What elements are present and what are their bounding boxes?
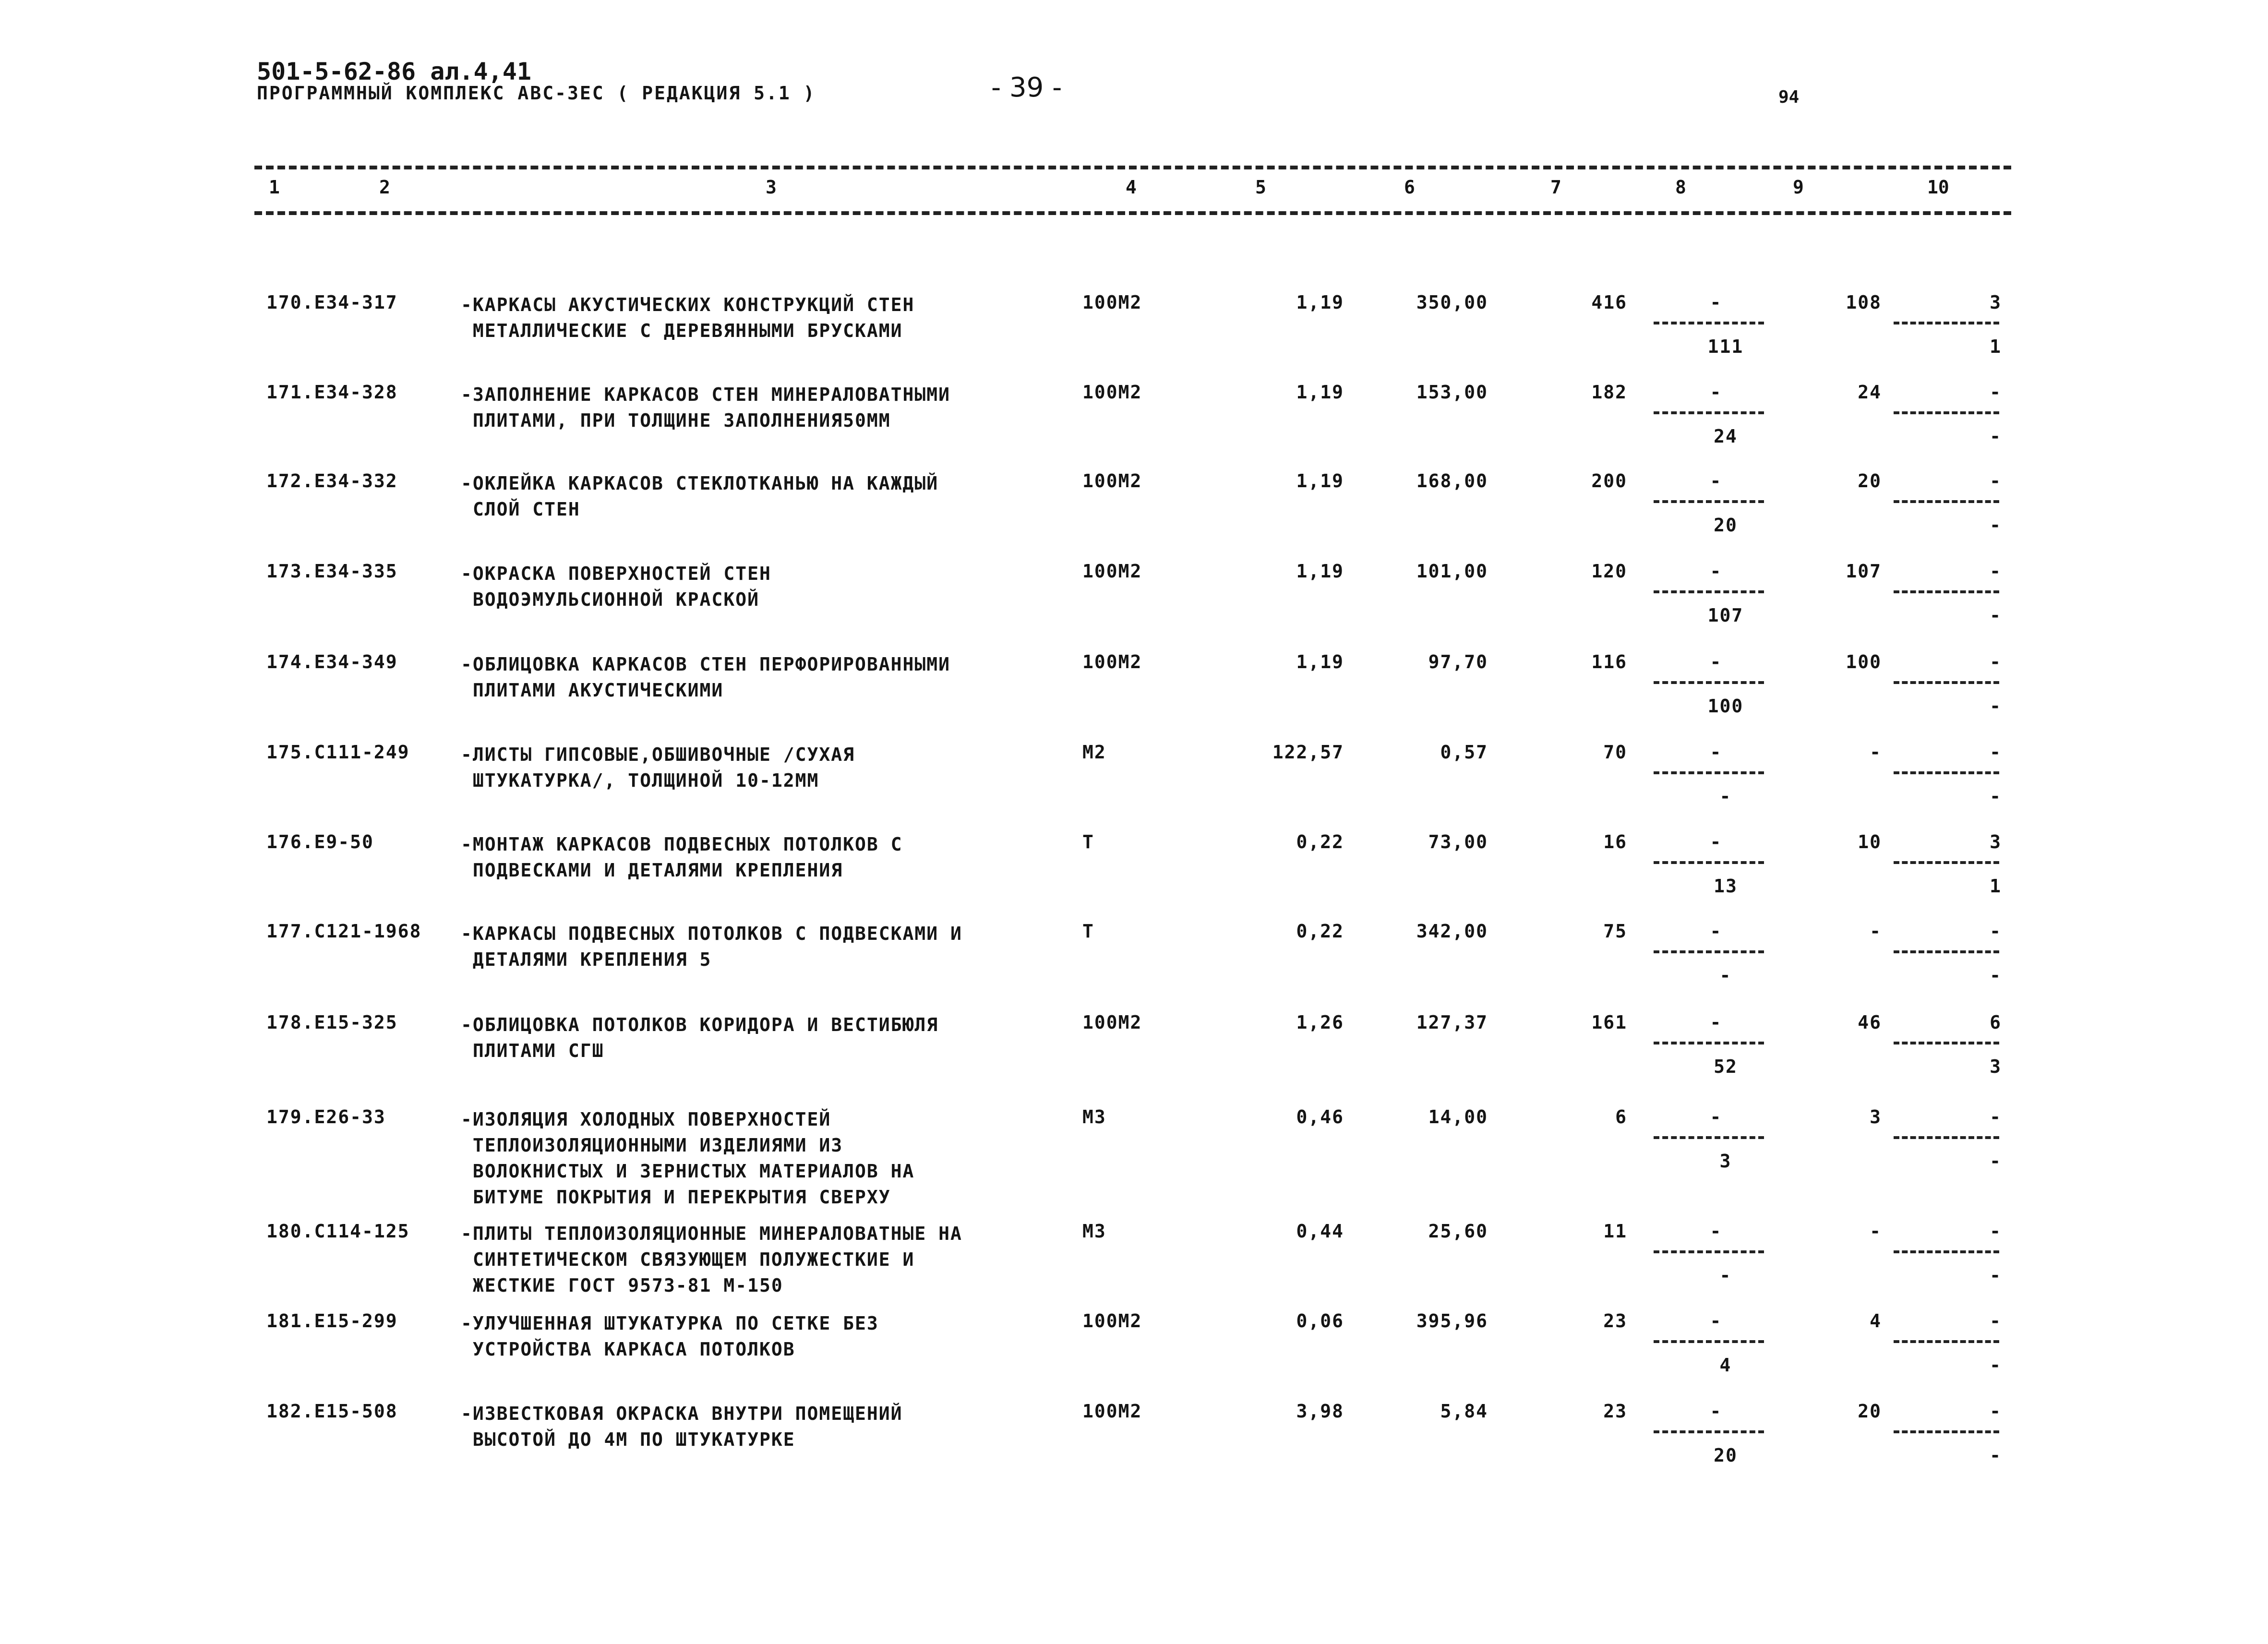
row-price: 5,84 xyxy=(1440,1401,1488,1422)
column-header: 3 xyxy=(766,177,777,198)
row-col8-bottom: 20 xyxy=(1714,515,1738,536)
fraction-line xyxy=(1654,322,1764,324)
row-col9: 3 xyxy=(1870,1106,1882,1128)
row-col8-top: - xyxy=(1710,1221,1722,1242)
row-col8-bottom: - xyxy=(1719,965,1732,986)
row-price: 0,57 xyxy=(1440,742,1488,763)
row-col10-top: 3 xyxy=(1990,292,2002,313)
row-col10-bottom: 1 xyxy=(1990,336,2002,357)
row-col10-bottom: - xyxy=(1990,786,2002,807)
row-col8-top: - xyxy=(1710,1012,1722,1033)
table-row xyxy=(0,292,2268,383)
row-unit: 100М2 xyxy=(1082,1310,1142,1332)
row-quantity: 1,26 xyxy=(1296,1012,1344,1033)
table-top-rule xyxy=(254,166,2011,169)
row-col9: 20 xyxy=(1858,470,1882,492)
table-row xyxy=(0,742,2268,833)
fraction-line xyxy=(1894,1340,1999,1343)
fraction-line xyxy=(1654,590,1764,593)
row-quantity: 3,98 xyxy=(1296,1401,1344,1422)
row-unit: 100М2 xyxy=(1082,651,1142,672)
row-unit: Т xyxy=(1082,921,1094,942)
column-header: 2 xyxy=(379,177,390,198)
row-col10-top: - xyxy=(1990,651,2002,672)
fraction-line xyxy=(1894,1430,1999,1433)
row-price: 14,00 xyxy=(1428,1106,1488,1128)
row-col8-bottom: - xyxy=(1719,786,1732,807)
fraction-line xyxy=(1894,1136,1999,1139)
row-unit: 100М2 xyxy=(1082,1012,1142,1033)
column-header: 4 xyxy=(1126,177,1137,198)
row-col8-top: - xyxy=(1710,921,1722,942)
program-title: ПРОГРАММНЫЙ КОМПЛЕКС АВС-ЗЕС ( РЕДАКЦИЯ 5.1 ) xyxy=(257,83,816,104)
fraction-line xyxy=(1894,771,1999,774)
row-col9: 20 xyxy=(1858,1401,1882,1422)
row-price: 25,60 xyxy=(1428,1221,1488,1242)
row-total: 23 xyxy=(1603,1401,1627,1422)
row-col9: - xyxy=(1870,921,1882,942)
table-row xyxy=(0,1106,2268,1208)
row-code: 172.Е34-332 xyxy=(266,470,398,492)
row-col10-bottom: 1 xyxy=(1990,876,2002,897)
fraction-line xyxy=(1894,590,1999,593)
fraction-line xyxy=(1894,500,1999,503)
row-col9: - xyxy=(1870,742,1882,763)
row-col10-top: - xyxy=(1990,470,2002,492)
row-unit: 100М2 xyxy=(1082,470,1142,492)
row-col10-top: - xyxy=(1990,561,2002,582)
row-col8-top: - xyxy=(1710,1401,1722,1422)
row-description: -УЛУЧШЕННАЯ ШТУКАТУРКА ПО СЕТКЕ БЕЗ УСТРОЙСТВА КАРКАСА ПОТОЛКОВ xyxy=(461,1313,879,1360)
row-description: -ИЗОЛЯЦИЯ ХОЛОДНЫХ ПОВЕРХНОСТЕЙ ТЕПЛОИЗОЛЯЦИОННЫМИ ИЗДЕЛИЯМИ ИЗ ВОЛОКНИСТЫХ И ЗЕРНИСТЫХ МАТЕРИАЛОВ НА БИТУМЕ ПОКРЫТИЯ И ПЕРЕКРЫТИЯ СВЕРХУ xyxy=(461,1109,915,1208)
row-total: 75 xyxy=(1603,921,1627,942)
row-col8-bottom: 107 xyxy=(1707,605,1744,626)
row-code: 177.С121-1968 xyxy=(266,921,422,942)
row-col9: 107 xyxy=(1846,561,1882,582)
row-quantity: 1,19 xyxy=(1296,651,1344,672)
row-quantity: 0,22 xyxy=(1296,921,1344,942)
fraction-line xyxy=(1654,861,1764,864)
row-code: 174.Е34-349 xyxy=(266,651,398,672)
row-code: 176.Е9-50 xyxy=(266,831,374,852)
row-col10-bottom: - xyxy=(1990,1445,2002,1466)
row-total: 23 xyxy=(1603,1310,1627,1332)
row-col10-top: - xyxy=(1990,742,2002,763)
row-col8-top: - xyxy=(1710,742,1722,763)
row-col10-top: - xyxy=(1990,382,2002,403)
fraction-line xyxy=(1894,950,1999,953)
row-quantity: 1,19 xyxy=(1296,561,1344,582)
row-quantity: 0,44 xyxy=(1296,1221,1344,1242)
row-total: 16 xyxy=(1603,831,1627,852)
row-unit: Т xyxy=(1082,831,1094,852)
column-header: 8 xyxy=(1675,177,1686,198)
row-unit: 100М2 xyxy=(1082,382,1142,403)
row-col8-top: - xyxy=(1710,651,1722,672)
page-number: - 39 - xyxy=(991,72,1062,103)
fraction-line xyxy=(1654,411,1764,414)
fraction-line xyxy=(1894,411,1999,414)
row-col8-top: - xyxy=(1710,561,1722,582)
row-col8-top: - xyxy=(1710,292,1722,313)
row-total: 70 xyxy=(1603,742,1627,763)
row-col10-bottom: - xyxy=(1990,1355,2002,1376)
fraction-line xyxy=(1654,950,1764,953)
row-col8-top: - xyxy=(1710,470,1722,492)
row-col9: 46 xyxy=(1858,1012,1882,1033)
row-unit: 100М2 xyxy=(1082,1401,1142,1422)
table-row xyxy=(0,382,2268,473)
row-price: 153,00 xyxy=(1416,382,1488,403)
row-total: 116 xyxy=(1591,651,1627,672)
row-col8-bottom: 3 xyxy=(1719,1151,1732,1172)
row-total: 161 xyxy=(1591,1012,1627,1033)
row-col8-top: - xyxy=(1710,831,1722,852)
row-quantity: 1,19 xyxy=(1296,470,1344,492)
row-code: 179.Е26-33 xyxy=(266,1106,386,1128)
fraction-line xyxy=(1654,1340,1764,1343)
row-col8-bottom: 24 xyxy=(1714,426,1738,447)
row-col9: 4 xyxy=(1870,1310,1882,1332)
fraction-line xyxy=(1654,1430,1764,1433)
row-col9: 108 xyxy=(1846,292,1882,313)
row-col8-bottom: 13 xyxy=(1714,876,1738,897)
row-col8-bottom: 111 xyxy=(1707,336,1744,357)
row-total: 182 xyxy=(1591,382,1627,403)
row-price: 127,37 xyxy=(1416,1012,1488,1033)
row-description: -ОБЛИЦОВКА КАРКАСОВ СТЕН ПЕРФОРИРОВАННЫМИ ПЛИТАМИ АКУСТИЧЕСКИМИ xyxy=(461,654,950,701)
row-quantity: 0,22 xyxy=(1296,831,1344,852)
row-total: 200 xyxy=(1591,470,1627,492)
column-header: 1 xyxy=(269,177,280,198)
row-quantity: 122,57 xyxy=(1272,742,1344,763)
row-total: 416 xyxy=(1591,292,1627,313)
row-col8-bottom: - xyxy=(1719,1265,1732,1286)
row-description: -КАРКАСЫ АКУСТИЧЕСКИХ КОНСТРУКЦИЙ СТЕН МЕТАЛЛИЧЕСКИЕ С ДЕРЕВЯННЫМИ БРУСКАМИ xyxy=(461,294,915,341)
column-header: 7 xyxy=(1550,177,1561,198)
row-col10-bottom: - xyxy=(1990,426,2002,447)
row-description: -МОНТАЖ КАРКАСОВ ПОДВЕСНЫХ ПОТОЛКОВ С ПОДВЕСКАМИ И ДЕТАЛЯМИ КРЕПЛЕНИЯ xyxy=(461,834,903,881)
row-quantity: 0,06 xyxy=(1296,1310,1344,1332)
fraction-line xyxy=(1654,681,1764,684)
row-description: -ОКРАСКА ПОВЕРХНОСТЕЙ СТЕН ВОДОЭМУЛЬСИОННОЙ КРАСКОЙ xyxy=(461,563,771,610)
row-col10-bottom: - xyxy=(1990,696,2002,717)
fraction-line xyxy=(1654,771,1764,774)
column-header: 5 xyxy=(1255,177,1266,198)
table-row xyxy=(0,1221,2268,1312)
row-col9: 24 xyxy=(1858,382,1882,403)
row-code: 170.Е34-317 xyxy=(266,292,398,313)
row-quantity: 1,19 xyxy=(1296,382,1344,403)
row-col10-bottom: - xyxy=(1990,1265,2002,1286)
row-price: 395,96 xyxy=(1416,1310,1488,1332)
fraction-line xyxy=(1654,1136,1764,1139)
fraction-line xyxy=(1654,1042,1764,1044)
row-col10-top: - xyxy=(1990,921,2002,942)
fraction-line xyxy=(1894,1250,1999,1253)
row-price: 342,00 xyxy=(1416,921,1488,942)
row-unit: М3 xyxy=(1082,1106,1106,1128)
row-col8-bottom: 20 xyxy=(1714,1445,1738,1466)
row-col10-bottom: 3 xyxy=(1990,1056,2002,1077)
column-header: 9 xyxy=(1793,177,1804,198)
row-col10-top: - xyxy=(1990,1106,2002,1128)
row-col9: - xyxy=(1870,1221,1882,1242)
row-code: 182.Е15-508 xyxy=(266,1401,398,1422)
row-col8-top: - xyxy=(1710,382,1722,403)
row-total: 11 xyxy=(1603,1221,1627,1242)
row-col10-bottom: - xyxy=(1990,515,2002,536)
table-row xyxy=(0,1012,2268,1103)
row-code: 180.С114-125 xyxy=(266,1221,410,1242)
row-col10-top: - xyxy=(1990,1310,2002,1332)
row-col8-top: - xyxy=(1710,1310,1722,1332)
row-col10-top: 3 xyxy=(1990,831,2002,852)
row-description: -ЛИСТЫ ГИПСОВЫЕ,ОБШИВОЧНЫЕ /СУХАЯ ШТУКАТУРКА/, ТОЛЩИНОЙ 10-12ММ xyxy=(461,744,855,791)
sheet-number: 94 xyxy=(1778,87,1800,107)
row-code: 173.Е34-335 xyxy=(266,561,398,582)
table-row xyxy=(0,1401,2268,1492)
row-col8-bottom: 52 xyxy=(1714,1056,1738,1077)
fraction-line xyxy=(1894,322,1999,324)
row-description: -ОКЛЕЙКА КАРКАСОВ СТЕКЛОТКАНЬЮ НА КАЖДЫЙ СЛОЙ СТЕН xyxy=(461,473,939,520)
table-row xyxy=(0,651,2268,743)
row-quantity: 1,19 xyxy=(1296,292,1344,313)
row-code: 181.Е15-299 xyxy=(266,1310,398,1332)
fraction-line xyxy=(1654,500,1764,503)
table-header-rule xyxy=(254,211,2011,215)
row-col10-top: - xyxy=(1990,1401,2002,1422)
row-price: 350,00 xyxy=(1416,292,1488,313)
row-col10-bottom: - xyxy=(1990,605,2002,626)
row-col9: 100 xyxy=(1846,651,1882,672)
row-description: -ОБЛИЦОВКА ПОТОЛКОВ КОРИДОРА И ВЕСТИБЮЛЯ ПЛИТАМИ СГШ xyxy=(461,1014,939,1061)
row-price: 73,00 xyxy=(1428,831,1488,852)
table-row xyxy=(0,921,2268,1012)
fraction-line xyxy=(1894,681,1999,684)
table-row xyxy=(0,1310,2268,1402)
row-col10-top: 6 xyxy=(1990,1012,2002,1033)
row-code: 178.Е15-325 xyxy=(266,1012,398,1033)
row-quantity: 0,46 xyxy=(1296,1106,1344,1128)
row-total: 120 xyxy=(1591,561,1627,582)
row-col8-bottom: 100 xyxy=(1707,696,1744,717)
row-col8-top: - xyxy=(1710,1106,1722,1128)
row-unit: М2 xyxy=(1082,742,1106,763)
fraction-line xyxy=(1654,1250,1764,1253)
table-row xyxy=(0,831,2268,923)
row-price: 168,00 xyxy=(1416,470,1488,492)
fraction-line xyxy=(1894,861,1999,864)
row-col8-bottom: 4 xyxy=(1719,1355,1732,1376)
row-col10-bottom: - xyxy=(1990,1151,2002,1172)
row-code: 171.Е34-328 xyxy=(266,382,398,403)
row-description: -ИЗВЕСТКОВАЯ ОКРАСКА ВНУТРИ ПОМЕЩЕНИЙ ВЫСОТОЙ ДО 4М ПО ШТУКАТУРКЕ xyxy=(461,1403,903,1450)
table-row xyxy=(0,470,2268,562)
row-col10-bottom: - xyxy=(1990,965,2002,986)
row-description: -КАРКАСЫ ПОДВЕСНЫХ ПОТОЛКОВ С ПОДВЕСКАМИ И ДЕТАЛЯМИ КРЕПЛЕНИЯ 5 xyxy=(461,923,962,970)
table-row xyxy=(0,561,2268,652)
row-col10-top: - xyxy=(1990,1221,2002,1242)
row-code: 175.С111-249 xyxy=(266,742,410,763)
column-header: 10 xyxy=(1927,177,1949,198)
column-header: 6 xyxy=(1404,177,1415,198)
row-price: 97,70 xyxy=(1428,651,1488,672)
row-total: 6 xyxy=(1615,1106,1627,1128)
row-price: 101,00 xyxy=(1416,561,1488,582)
fraction-line xyxy=(1894,1042,1999,1044)
document-code: 501-5-62-86 ал.4,41 xyxy=(257,58,531,85)
row-unit: 100М2 xyxy=(1082,292,1142,313)
row-description: -ЗАПОЛНЕНИЕ КАРКАСОВ СТЕН МИНЕРАЛОВАТНЫМИ ПЛИТАМИ, ПРИ ТОЛЩИНЕ ЗАПОЛНЕНИЯ50ММ xyxy=(461,384,950,431)
row-unit: М3 xyxy=(1082,1221,1106,1242)
row-description: -ПЛИТЫ ТЕПЛОИЗОЛЯЦИОННЫЕ МИНЕРАЛОВАТНЫЕ НА СИНТЕТИЧЕСКОМ СВЯЗУЮЩЕМ ПОЛУЖЕСТКИЕ И ЖЕСТКИЕ ГОСТ 9573-81 М-150 xyxy=(461,1223,962,1296)
row-col9: 10 xyxy=(1858,831,1882,852)
row-unit: 100М2 xyxy=(1082,561,1142,582)
